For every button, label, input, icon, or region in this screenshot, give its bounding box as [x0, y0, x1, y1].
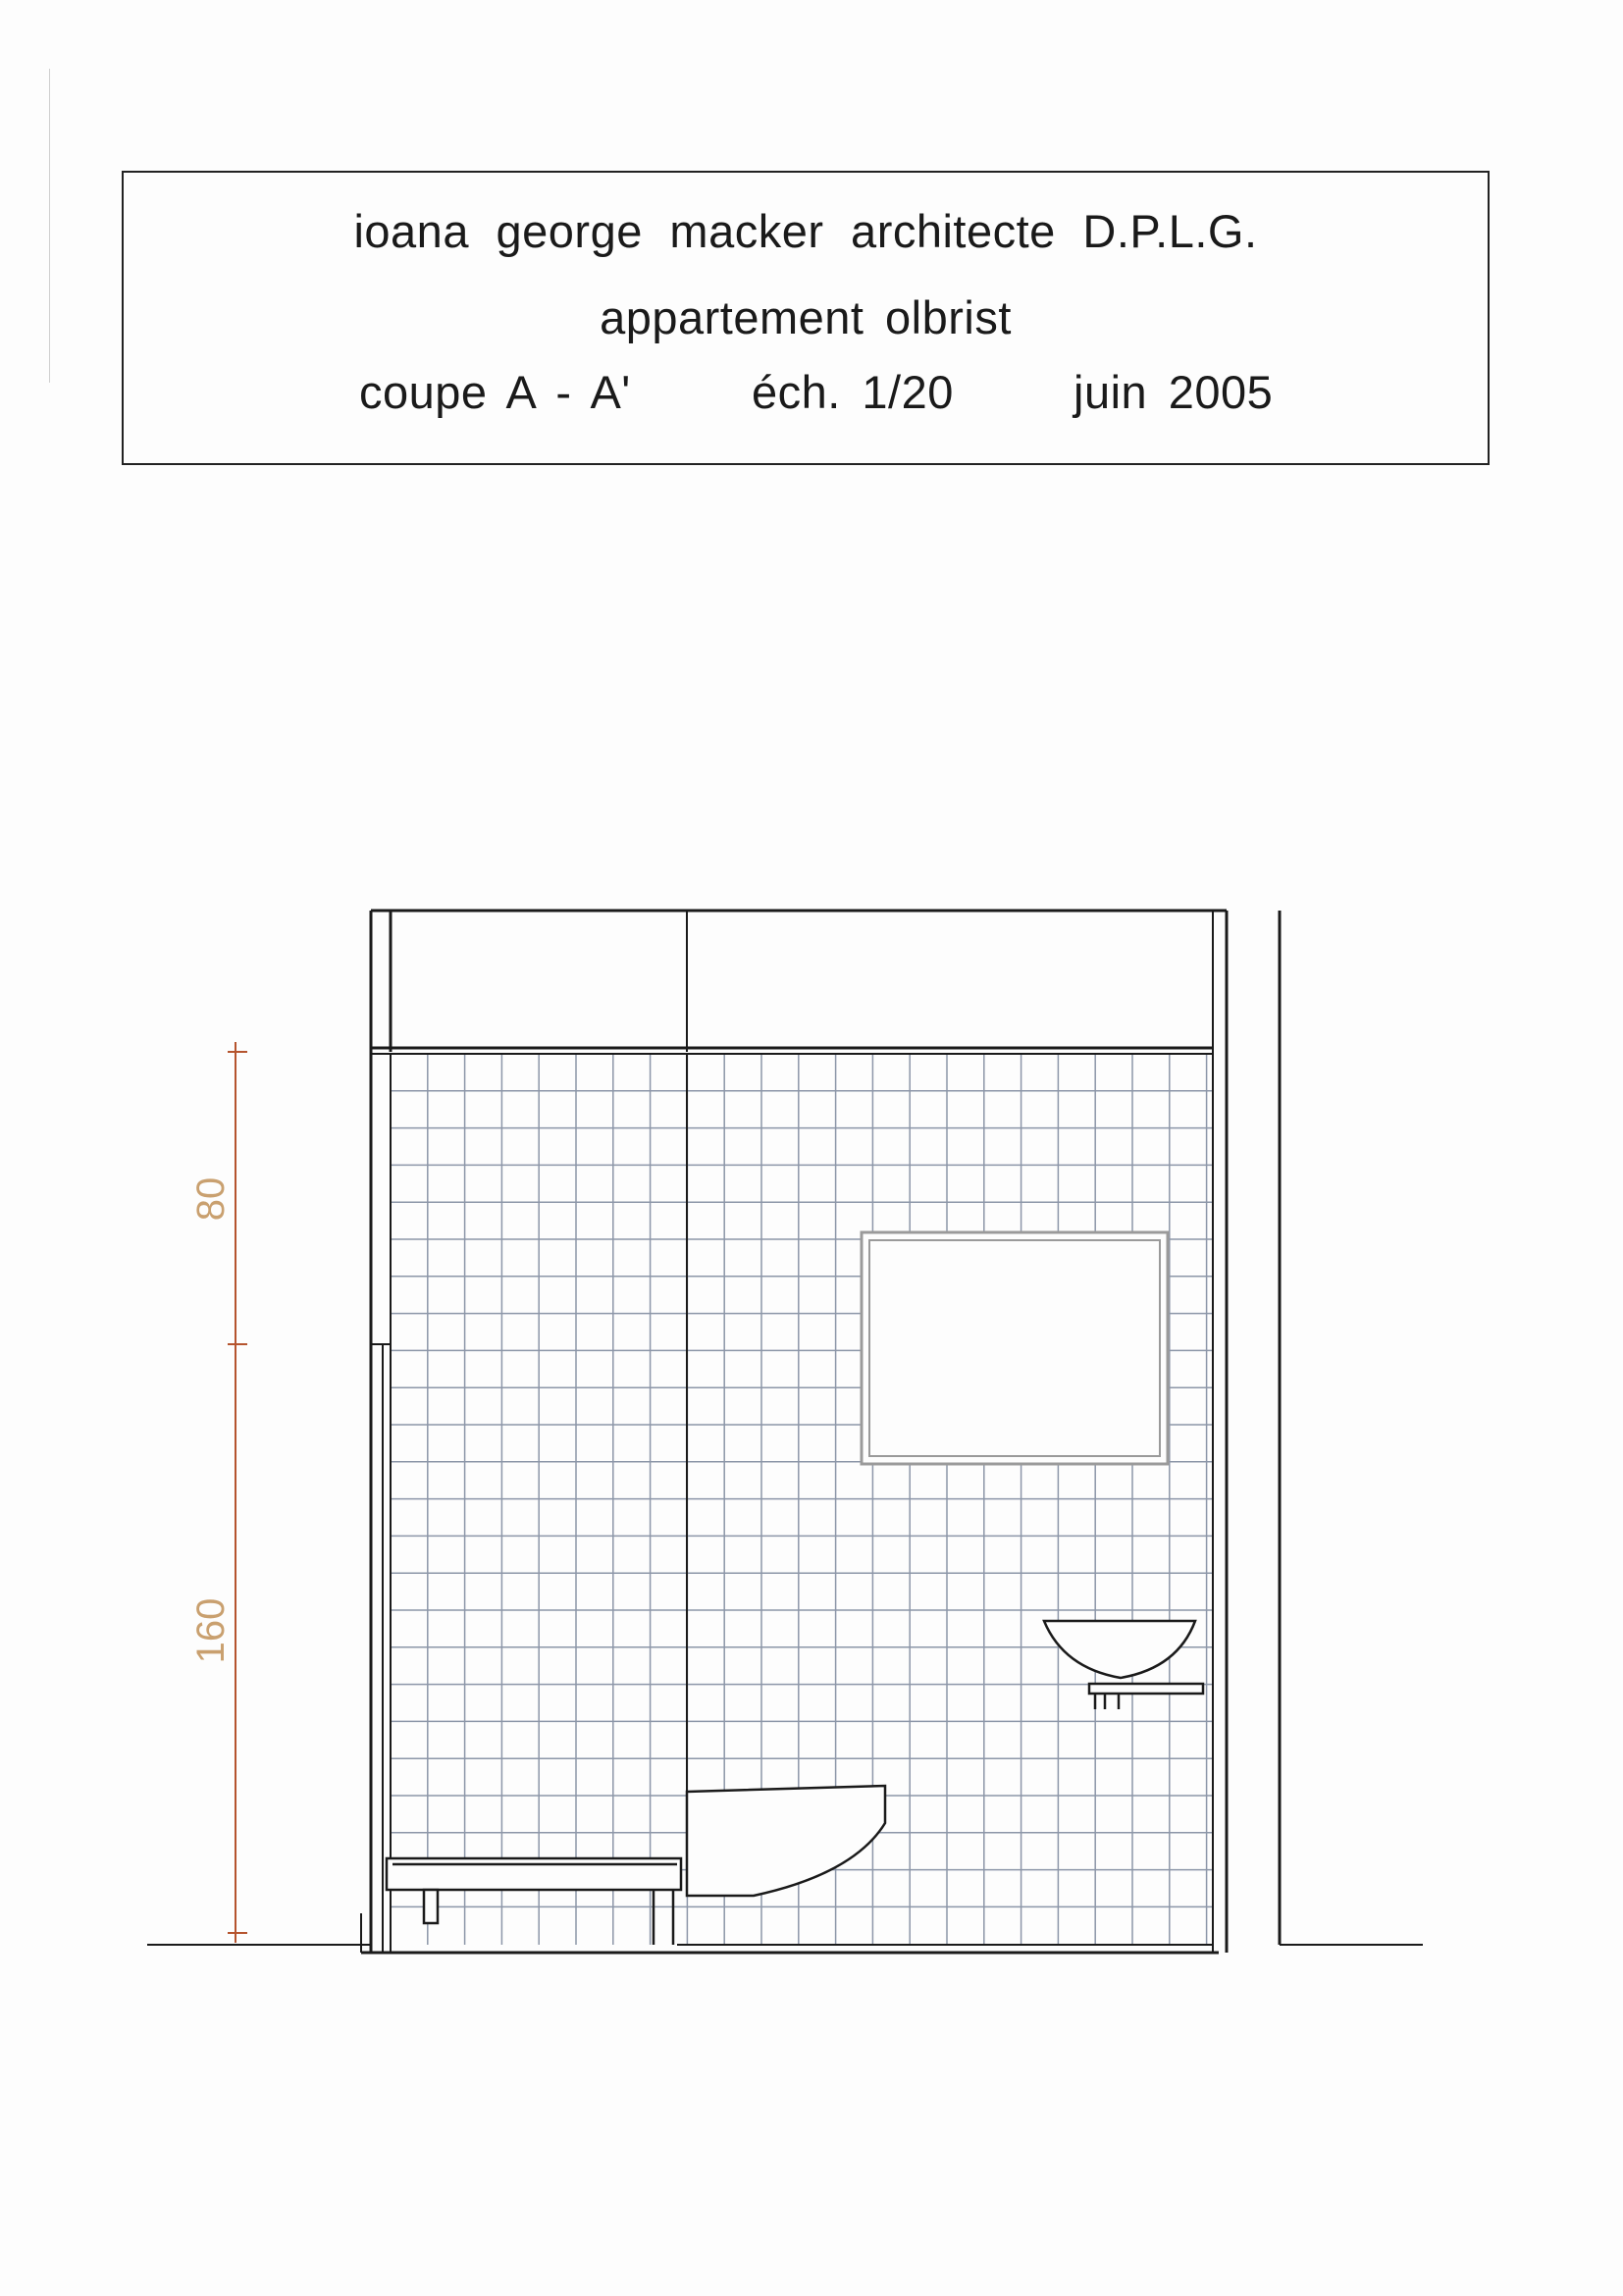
section-label: coupe A - A' [359, 366, 631, 418]
architect-name: ioana george macker architecte D.P.L.G. [353, 205, 1258, 257]
shower-tray [387, 1858, 681, 1945]
toilet [687, 1786, 885, 1896]
mirror [862, 1232, 1168, 1464]
dimension-160: 160 [189, 1597, 233, 1664]
dimension-chain [228, 1042, 247, 1943]
project-name: appartement olbrist [600, 291, 1012, 343]
washbasin [1044, 1621, 1203, 1709]
dimension-80: 80 [189, 1176, 233, 1222]
scale-label: éch. 1/20 [752, 366, 954, 418]
date-label: juin 2005 [1073, 366, 1274, 418]
